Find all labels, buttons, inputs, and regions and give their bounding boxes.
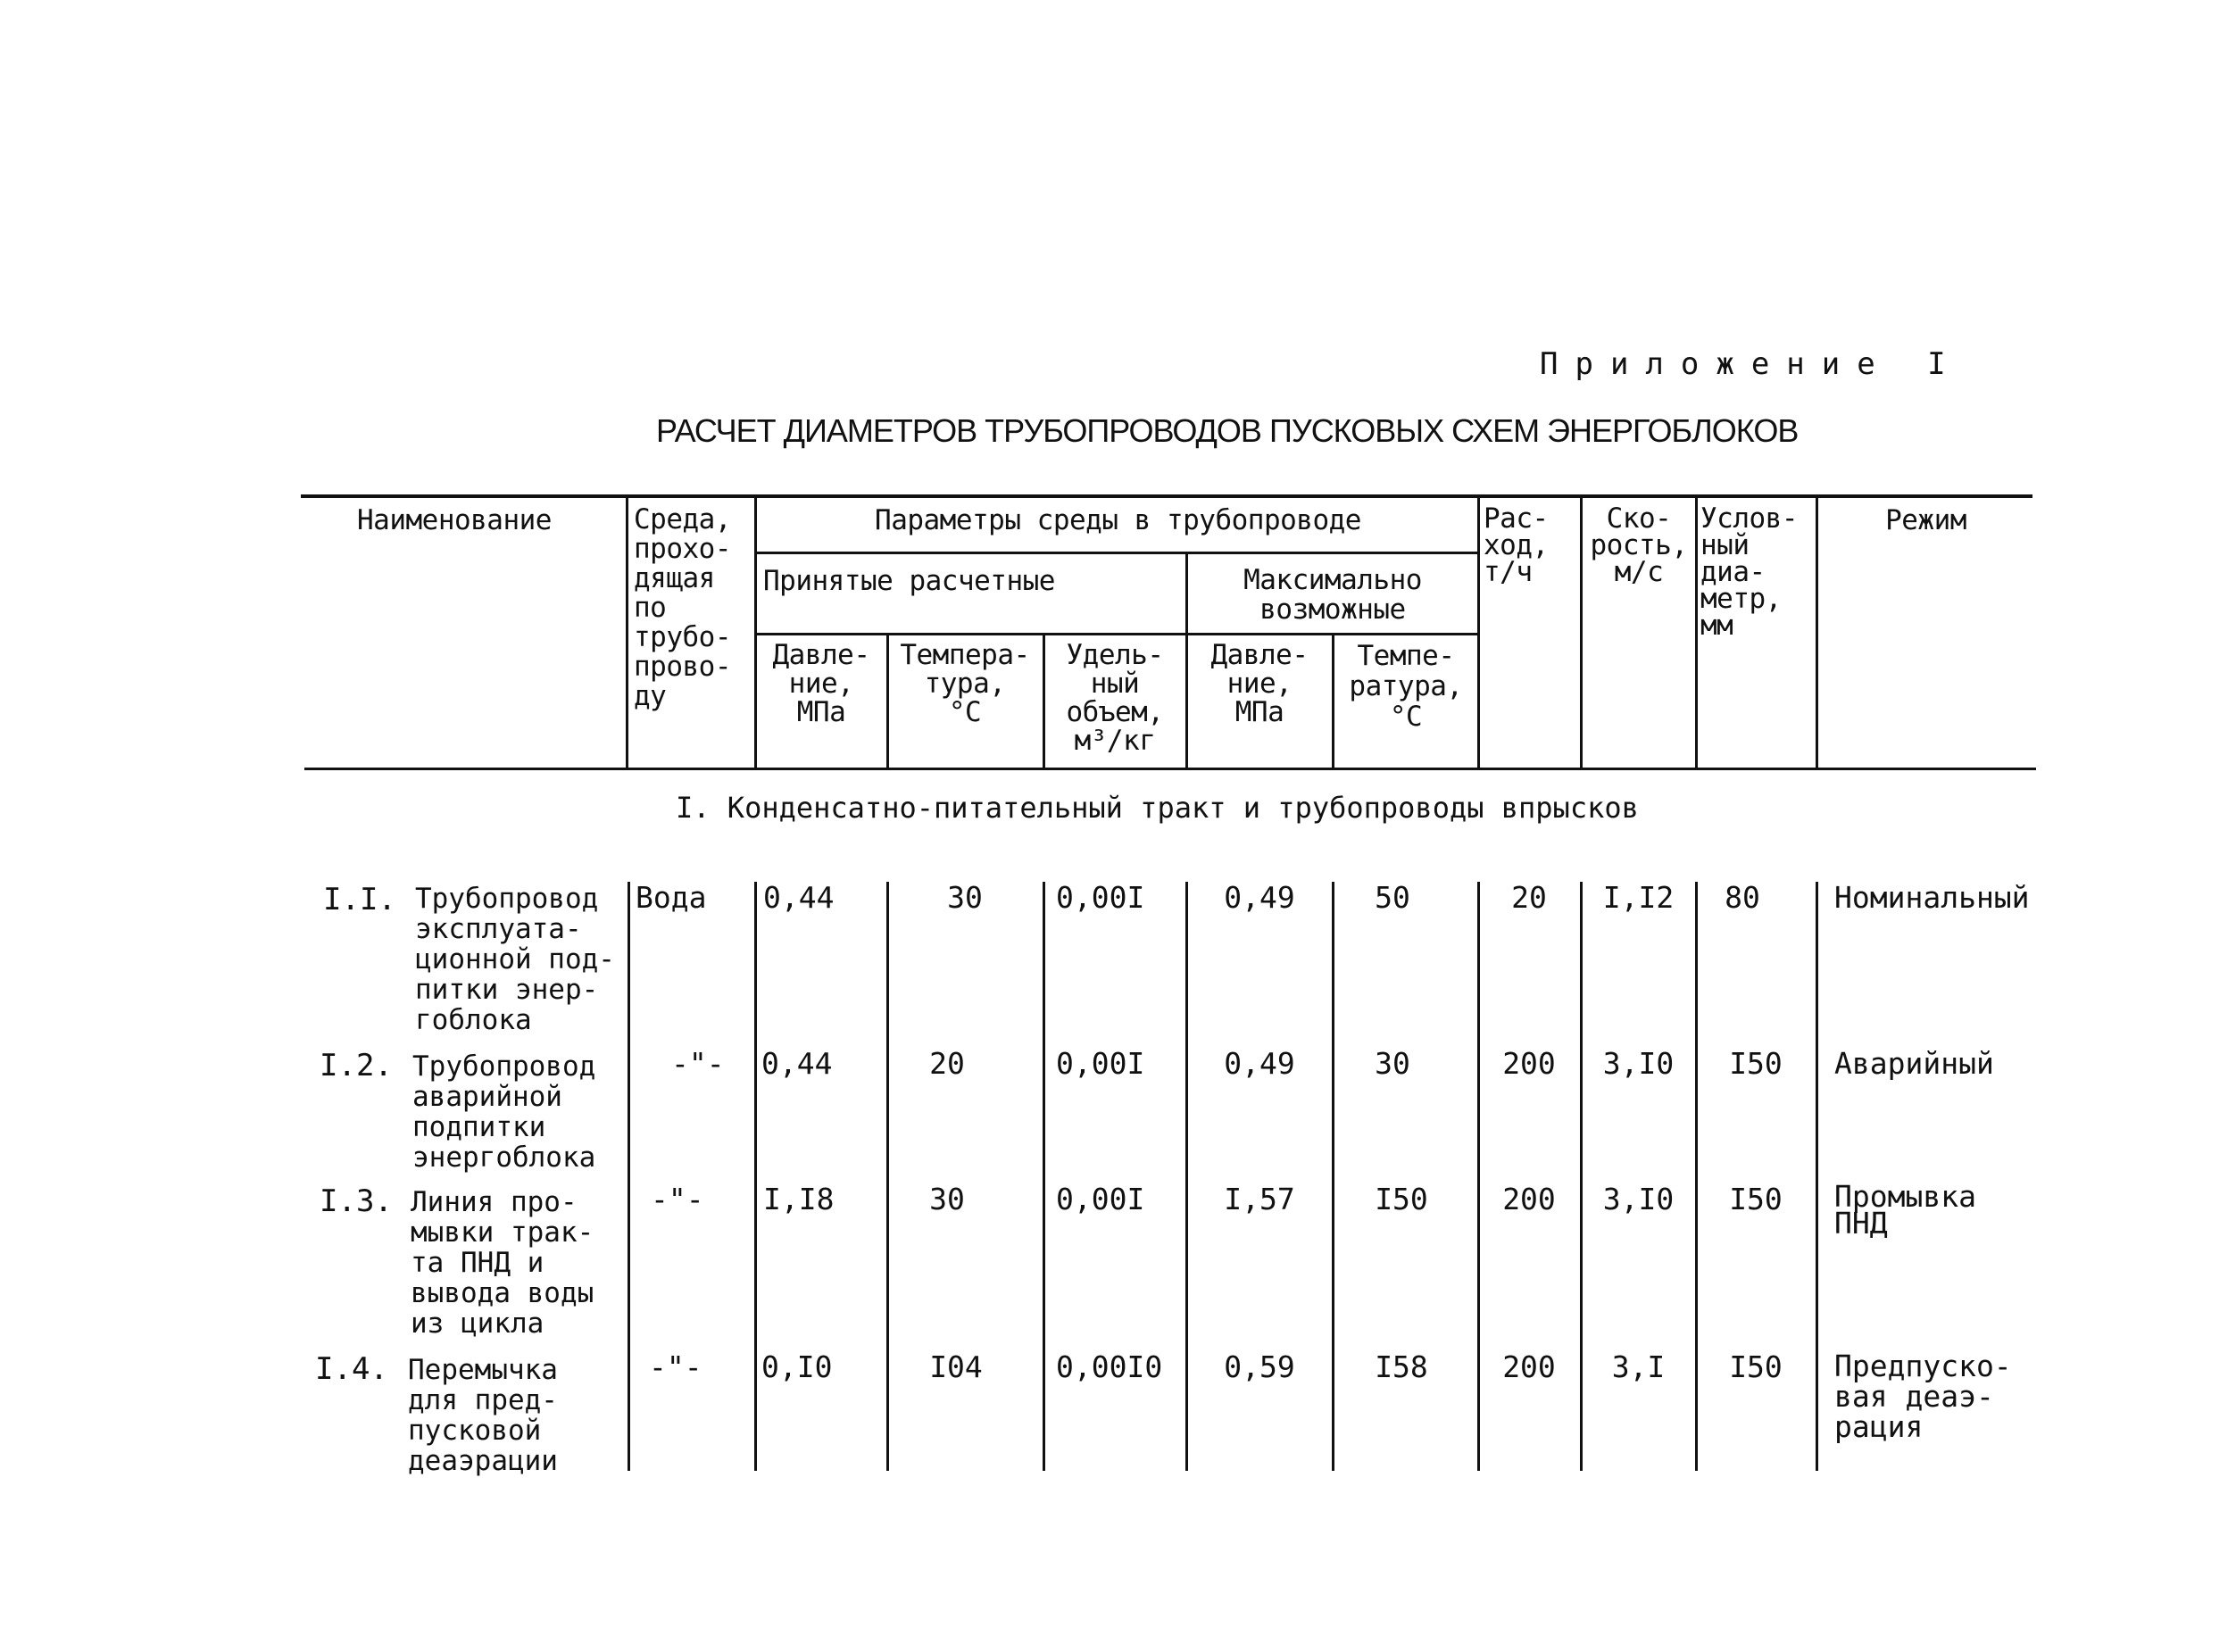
- subgroup-rule: [756, 633, 1479, 635]
- table-top-rule: [301, 494, 2032, 498]
- row-mode: Аварийный: [1834, 1046, 1994, 1081]
- row-number: I.3.: [320, 1183, 393, 1219]
- row-name: Перемычка для пред- пусковой деаэрации: [408, 1354, 558, 1477]
- row-name: Линия про- мывки трак- та ПНД и вывода воды из цикла: [411, 1186, 594, 1340]
- col-header-mode: Режим: [1885, 504, 1966, 536]
- row-specific-volume: 0,00I0: [1056, 1349, 1163, 1384]
- row-max-pressure: 0,49: [1224, 1046, 1295, 1081]
- row-max-temperature: I58: [1375, 1349, 1428, 1384]
- col-header-max-pressure: Давле- ние, МПа: [1210, 639, 1309, 728]
- row-diameter: 80: [1725, 880, 1760, 915]
- row-pressure: 0,44: [763, 880, 835, 915]
- body-divider: [1043, 882, 1045, 1471]
- row-medium: -"-: [649, 1349, 702, 1384]
- row-velocity: 3,I0: [1602, 1182, 1675, 1216]
- row-flow: 200: [1502, 1046, 1556, 1081]
- header-divider: [1185, 553, 1188, 768]
- row-mode: Промывка ПНД: [1834, 1179, 1976, 1241]
- row-name: Трубопровод аварийной подпитки энергоблока: [412, 1050, 596, 1174]
- col-header-name: Наименование: [357, 504, 552, 536]
- col-header-temperature: Темпера- тура, °С: [900, 639, 1030, 728]
- row-mode: Предпуско- вая деаэ- рация: [1834, 1349, 2012, 1444]
- row-velocity: 3,I0: [1602, 1046, 1675, 1081]
- header-divider: [754, 496, 757, 768]
- row-max-temperature: 30: [1375, 1046, 1410, 1081]
- col-header-pressure: Давле- ние, МПа: [772, 639, 870, 728]
- row-max-pressure: 0,59: [1224, 1349, 1295, 1384]
- body-divider: [628, 882, 630, 1471]
- row-mode: Номинальный: [1834, 880, 2030, 915]
- row-max-temperature: I50: [1375, 1182, 1428, 1216]
- row-velocity: 3,I: [1611, 1349, 1666, 1384]
- row-temperature: 20: [929, 1046, 965, 1081]
- appendix-label: Приложение I: [1540, 346, 1963, 382]
- row-name: Трубопровод эксплуата- ционной под- питки энер- гоблока: [415, 883, 615, 1036]
- document-title: РАСЧЕТ ДИАМЕТРОВ ТРУБОПРОВОДОВ ПУСКОВЫХ СХЕМ ЭНЕРГОБЛОКОВ: [656, 412, 1799, 449]
- body-divider: [754, 882, 757, 1471]
- row-pressure: 0,44: [761, 1046, 833, 1081]
- row-temperature: I04: [929, 1349, 983, 1384]
- body-divider: [1816, 882, 1818, 1471]
- row-pressure: I,I8: [763, 1182, 835, 1216]
- row-specific-volume: 0,00I: [1056, 1046, 1145, 1081]
- row-medium: -"-: [651, 1182, 704, 1216]
- row-diameter: I50: [1729, 1046, 1783, 1081]
- body-divider: [1185, 882, 1188, 1471]
- row-max-pressure: 0,49: [1224, 880, 1295, 915]
- col-header-medium: Среда, прохо- дящая по трубо- прово- ду: [634, 503, 731, 712]
- params-group-rule: [756, 552, 1479, 554]
- row-number: I.I.: [323, 882, 396, 917]
- row-flow: 20: [1511, 880, 1547, 915]
- row-number: I.2.: [320, 1048, 393, 1083]
- header-divider: [1816, 496, 1818, 768]
- col-header-specific-volume: Удель- ный объем, м³/кг: [1066, 639, 1164, 757]
- row-diameter: I50: [1729, 1349, 1783, 1384]
- row-flow: 200: [1502, 1182, 1556, 1216]
- col-header-max-temperature: Темпе- ратура, °С: [1349, 640, 1463, 733]
- header-bottom-rule: [304, 768, 2036, 770]
- col-header-params-group: Параметры среды в трубопроводе: [875, 504, 1361, 536]
- row-diameter: I50: [1729, 1182, 1783, 1216]
- row-velocity: I,I2: [1602, 880, 1675, 915]
- col-header-diameter: Услов- ный диа- метр, мм: [1700, 502, 1798, 642]
- row-temperature: 30: [929, 1182, 965, 1216]
- row-max-temperature: 50: [1375, 880, 1410, 915]
- section-title: I. Конденсатно-питательный тракт и трубопроводы впрысков: [676, 791, 1639, 825]
- header-divider: [1043, 634, 1045, 768]
- row-max-pressure: I,57: [1224, 1182, 1295, 1216]
- col-header-flow: Рас- ход, т/ч: [1484, 502, 1549, 588]
- col-header-accepted-group: Принятые расчетные: [763, 565, 1055, 597]
- row-temperature: 30: [947, 880, 983, 915]
- row-medium: -"-: [671, 1046, 725, 1081]
- col-header-velocity: Ско- рость, м/с: [1590, 502, 1688, 588]
- row-specific-volume: 0,00I: [1056, 1182, 1145, 1216]
- header-divider: [1477, 496, 1480, 768]
- col-header-max-group: Максимально возможные: [1243, 564, 1422, 626]
- row-flow: 200: [1502, 1349, 1556, 1384]
- row-specific-volume: 0,00I: [1056, 880, 1145, 915]
- row-medium: Вода: [636, 880, 707, 915]
- header-divider: [626, 496, 628, 768]
- row-pressure: 0,I0: [761, 1349, 833, 1384]
- row-number: I.4.: [315, 1351, 388, 1387]
